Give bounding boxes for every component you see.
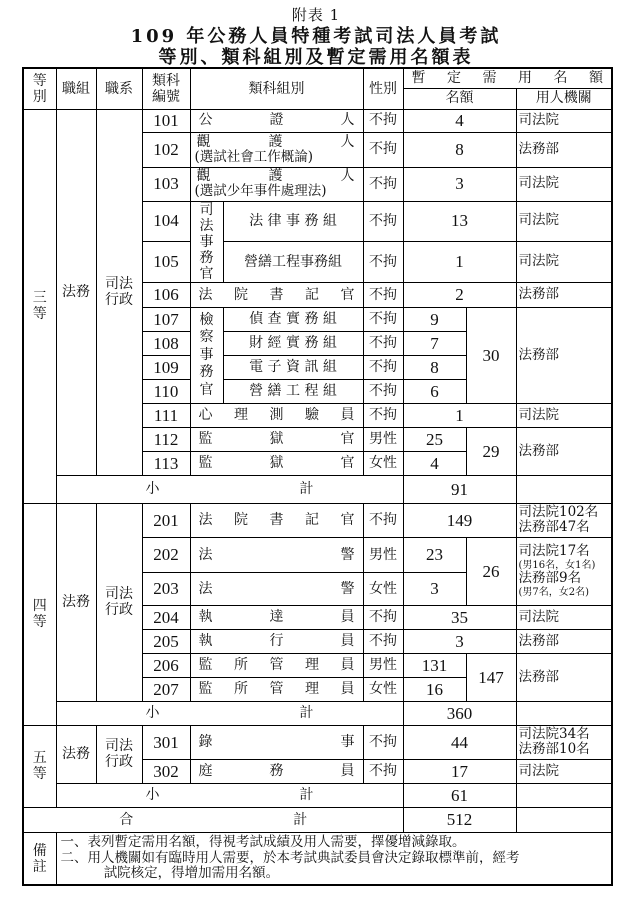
subtotal-value: 91: [403, 475, 516, 503]
quota: 13: [403, 201, 516, 241]
table-row: [23, 109, 612, 132]
gender: 不拘: [363, 605, 403, 629]
category-name: 法 警: [190, 537, 363, 572]
grade-cell: 五 等: [23, 725, 56, 807]
gender: 男性: [363, 653, 403, 677]
category-code: 104: [142, 201, 190, 241]
group-total: 147: [466, 653, 516, 701]
gender: 不拘: [363, 503, 403, 537]
agency: 司法院: [516, 167, 612, 201]
document-subtitle: 等別、類科組別及暫定需用名額表: [158, 47, 474, 68]
subtotal-label: 小 計: [56, 701, 403, 725]
job-series-cell: 司法 行政: [96, 503, 142, 701]
subtotal-value: 360: [403, 701, 516, 725]
quota: 3: [403, 629, 516, 653]
agency: 司法院: [516, 201, 612, 241]
category-code: 112: [142, 427, 190, 451]
total-row: [23, 807, 612, 832]
gender: 女性: [363, 572, 403, 605]
quota: 1: [403, 241, 516, 282]
subtotal-value: 61: [403, 783, 516, 807]
category-name: 偵 查 實 務 組: [223, 307, 363, 331]
subtotal-row: [23, 701, 612, 725]
agency: 司法院34名 法務部10名: [516, 725, 612, 759]
gender: 男性: [363, 427, 403, 451]
agency: 司法院102名 法務部47名: [516, 503, 612, 537]
job-series-cell: 司法 行政: [96, 725, 142, 783]
category-name: 庭 務 員: [190, 759, 363, 783]
agency: 法務部: [516, 307, 612, 403]
subtotal-label: 小 計: [56, 475, 403, 503]
agency: 法務部: [516, 653, 612, 701]
agency: 司法院: [516, 605, 612, 629]
quota: 44: [403, 725, 516, 759]
category-name: 錄 事: [190, 725, 363, 759]
quota: 17: [403, 759, 516, 783]
subtotal-agency-empty: [516, 701, 612, 725]
header-quota: 名額: [403, 88, 516, 109]
judicial-officer-group-label: 司 法 事 務 官: [190, 201, 223, 282]
agency: 法務部: [516, 282, 612, 307]
quota: 6: [403, 379, 466, 403]
category-code: 110: [142, 379, 190, 403]
quota: 7: [403, 331, 466, 355]
gender: 女性: [363, 451, 403, 475]
grade-cell: 三 等: [23, 109, 56, 503]
header-gender: 性別: [363, 68, 403, 109]
total-label: 合 計: [23, 807, 403, 832]
job-group-cell: 法務: [56, 109, 96, 475]
group-total: 26: [466, 537, 516, 605]
header-agency: 用人機關: [516, 88, 612, 109]
category-name: 心 理 測 驗 員: [190, 403, 363, 427]
quota: 9: [403, 307, 466, 331]
category-code: 108: [142, 331, 190, 355]
category-code: 106: [142, 282, 190, 307]
category-code: 203: [142, 572, 190, 605]
category-name: 監 獄 官: [190, 451, 363, 475]
remark-item: 二、用人機關如有臨時用人需要，於本考試典試委員會決定錄取標準前，經考: [60, 849, 520, 866]
category-code: 301: [142, 725, 190, 759]
gender: 不拘: [363, 379, 403, 403]
prosecution-officer-group-label: 檢 察 事 務 官: [190, 307, 223, 403]
job-group-cell: 法務: [56, 503, 96, 701]
category-name: 法 警: [190, 572, 363, 605]
header-grade: 等 別: [23, 68, 56, 109]
category-name: 法 院 書 記 官: [190, 503, 363, 537]
category-name: 電 子 資 訊 組: [223, 355, 363, 379]
gender: 不拘: [363, 109, 403, 132]
total-value: 512: [403, 807, 516, 832]
quota: 23: [403, 537, 466, 572]
category-name: 法 院 書 記 官: [190, 282, 363, 307]
remark-item: 一、表列暫定需用名額，得視考試成績及用人需要，擇優增減錄取。: [60, 834, 466, 851]
category-code: 113: [142, 451, 190, 475]
remarks-label: 備 註: [23, 832, 56, 885]
gender: 不拘: [363, 307, 403, 331]
subtotal-agency-empty: [516, 475, 612, 503]
category-code: 201: [142, 503, 190, 537]
agency: 法務部: [516, 427, 612, 475]
document-title: 109 年公務人員特種考試司法人員考試: [130, 26, 502, 47]
quota: 25: [403, 427, 466, 451]
category-code: 204: [142, 605, 190, 629]
category-name: 財 經 實 務 組: [223, 331, 363, 355]
gender: 不拘: [363, 201, 403, 241]
subtotal-label: 小 計: [56, 783, 403, 807]
subtotal-row: [23, 475, 612, 503]
quota: 35: [403, 605, 516, 629]
category-code: 111: [142, 403, 190, 427]
category-code: 202: [142, 537, 190, 572]
subtotal-row: [23, 783, 612, 807]
category-code: 101: [142, 109, 190, 132]
category-name: 營 繕 工 程 組: [223, 379, 363, 403]
gender: 不拘: [363, 167, 403, 201]
category-code: 109: [142, 355, 190, 379]
agency: 司法院17名 (男16名，女1名) 法務部9名 (男7名，女2名): [516, 537, 612, 605]
quota: 4: [403, 109, 516, 132]
quota: 131: [403, 653, 466, 677]
quota: 16: [403, 677, 466, 701]
appendix-label: 附表 1: [291, 6, 341, 24]
total-agency-empty: [516, 807, 612, 832]
gender: 不拘: [363, 725, 403, 759]
header-category-code: 類科 編號: [142, 68, 190, 109]
category-code: 103: [142, 167, 190, 201]
header-provisional-quota: 暫 定 需 用 名 額: [403, 68, 612, 88]
header-job-series: 職系: [96, 68, 142, 109]
subtotal-agency-empty: [516, 783, 612, 807]
remarks-content: [56, 832, 612, 885]
category-name: 監 獄 官: [190, 427, 363, 451]
quota: 149: [403, 503, 516, 537]
category-code: 105: [142, 241, 190, 282]
header-category-group: 類科組別: [190, 68, 363, 109]
job-series-cell: 司法 行政: [96, 109, 142, 475]
category-code: 102: [142, 132, 190, 167]
gender: 不拘: [363, 282, 403, 307]
gender: 不拘: [363, 759, 403, 783]
category-code: 205: [142, 629, 190, 653]
category-code: 206: [142, 653, 190, 677]
agency: 司法院: [516, 241, 612, 282]
quota: 2: [403, 282, 516, 307]
gender: 男性: [363, 537, 403, 572]
category-name: 執 達 員: [190, 605, 363, 629]
category-name: 營繕工程事務組: [223, 241, 363, 282]
table-row: [23, 503, 612, 537]
category-name: 監 所 管 理 員: [190, 653, 363, 677]
remarks-row: [23, 832, 612, 885]
table-row: [23, 725, 612, 759]
agency: 法務部: [516, 132, 612, 167]
gender: 不拘: [363, 241, 403, 282]
category-name: 監 所 管 理 員: [190, 677, 363, 701]
quota: 4: [403, 451, 466, 475]
category-name: 執 行 員: [190, 629, 363, 653]
job-group-cell: 法務: [56, 725, 96, 783]
category-code: 107: [142, 307, 190, 331]
quota: 8: [403, 355, 466, 379]
gender: 不拘: [363, 331, 403, 355]
quota-table: [22, 67, 613, 886]
category-name: 公 證 人: [190, 109, 363, 132]
category-name: 觀 護 人 (選試少年事件處理法): [190, 167, 363, 201]
remark-item-continuation: 試院核定，得增加需用名額。: [103, 865, 280, 882]
grade-cell: 四 等: [23, 503, 56, 725]
agency: 司法院: [516, 403, 612, 427]
quota: 8: [403, 132, 516, 167]
agency: 司法院: [516, 759, 612, 783]
quota: 3: [403, 572, 466, 605]
quota: 1: [403, 403, 516, 427]
gender: 不拘: [363, 355, 403, 379]
category-code: 302: [142, 759, 190, 783]
agency: 司法院: [516, 109, 612, 132]
quota: 3: [403, 167, 516, 201]
agency: 法務部: [516, 629, 612, 653]
gender: 不拘: [363, 132, 403, 167]
gender: 女性: [363, 677, 403, 701]
group-total: 30: [466, 307, 516, 403]
gender: 不拘: [363, 629, 403, 653]
category-code: 207: [142, 677, 190, 701]
category-name: 法 律 事 務 組: [223, 201, 363, 241]
header-job-group: 職組: [56, 68, 96, 109]
group-total: 29: [466, 427, 516, 475]
gender: 不拘: [363, 403, 403, 427]
category-name: 觀 護 人 (選試社會工作概論): [190, 132, 363, 167]
header-row-1: [23, 68, 612, 88]
